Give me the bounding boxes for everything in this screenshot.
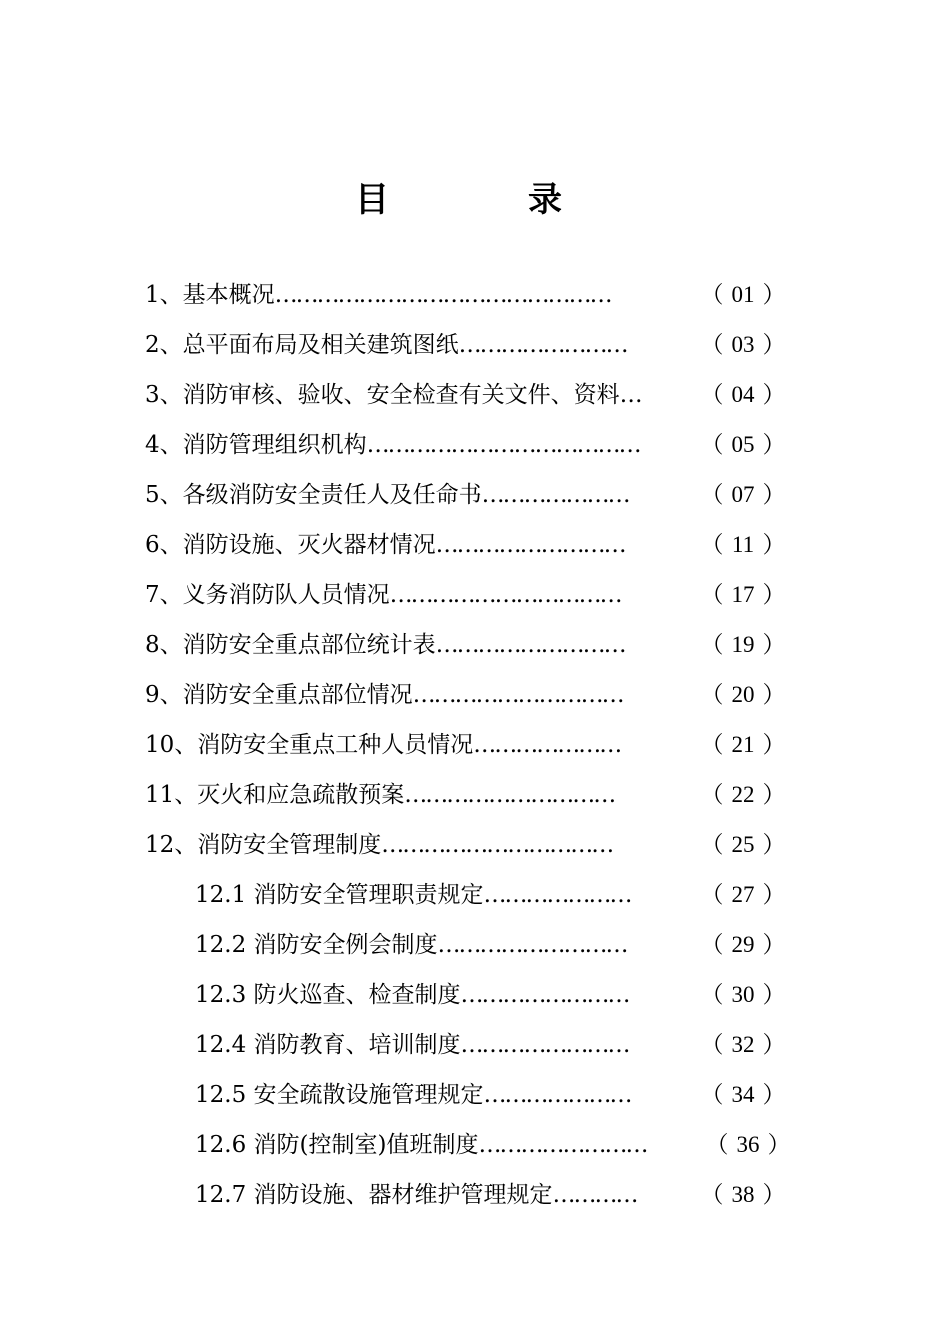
page-number: 21	[731, 732, 755, 757]
toc-leader-dots: ……………………………	[381, 832, 613, 858]
toc-leader-dots: ……………………	[458, 332, 627, 358]
open-paren: （	[700, 682, 724, 707]
toc-page-ref	[700, 470, 786, 520]
page-number: 34	[731, 1082, 755, 1107]
toc-entry-label: 12.1 消防安全管理职责规定	[195, 882, 484, 908]
toc-entry	[145, 470, 690, 520]
open-paren: （	[700, 382, 724, 407]
open-paren: （	[700, 332, 724, 357]
page-number: 03	[731, 332, 755, 357]
toc-page-ref	[700, 1170, 786, 1220]
toc-entry-label: 7、义务消防队人员情况	[145, 582, 390, 608]
toc-entry	[195, 1070, 678, 1120]
close-paren: ）	[762, 382, 786, 407]
open-paren: （	[700, 632, 724, 657]
toc-leader-dots: ……………………	[460, 1032, 629, 1058]
page-number: 11	[731, 532, 755, 557]
toc-page-ref	[700, 720, 786, 770]
close-paren: ）	[762, 632, 786, 657]
page-number: 25	[731, 832, 755, 857]
toc-leader-dots: …………………………………………	[274, 282, 611, 308]
toc-page-ref	[700, 770, 786, 820]
close-paren: ）	[762, 1182, 786, 1207]
page-number: 20	[731, 682, 755, 707]
close-paren: ）	[762, 882, 786, 907]
toc-page-ref	[700, 1020, 786, 1070]
toc-page-ref	[700, 420, 786, 470]
open-paren: （	[700, 982, 724, 1007]
toc-entry	[145, 370, 690, 420]
toc-leader-dots: ………………………	[435, 632, 625, 658]
open-paren: （	[705, 1132, 729, 1157]
toc-entry-label: 12.4 消防教育、培训制度	[195, 1032, 461, 1058]
page-number: 30	[731, 982, 755, 1007]
toc-entry-label: 2、总平面布局及相关建筑图纸	[145, 332, 459, 358]
toc-leader-dots: …………	[552, 1182, 637, 1208]
toc-entry	[195, 1020, 678, 1070]
open-paren: （	[700, 732, 724, 757]
close-paren: ）	[762, 432, 786, 457]
close-paren: ）	[762, 582, 786, 607]
toc-entry	[195, 920, 678, 970]
open-paren: （	[700, 1032, 724, 1057]
toc-page-ref	[700, 570, 786, 620]
page-number: 04	[731, 382, 755, 407]
toc-entry-label: 6、消防设施、灭火器材情况	[145, 532, 436, 558]
page-number: 01	[731, 282, 755, 307]
toc-entry-label: 9、消防安全重点部位情况	[145, 682, 413, 708]
toc-entry	[195, 870, 678, 920]
toc-entry-label: 12、消防安全管理制度	[145, 832, 382, 858]
toc-page-ref	[700, 520, 786, 570]
toc-leader-dots: ……………………………	[389, 582, 621, 608]
toc-entry-label: 5、各级消防安全责任人及任命书	[145, 482, 482, 508]
toc-leader-dots: ………………………	[437, 932, 627, 958]
page-number: 07	[731, 482, 755, 507]
open-paren: （	[700, 1182, 724, 1207]
close-paren: ）	[762, 982, 786, 1007]
toc-entry	[145, 270, 690, 320]
toc-entry-label: 12.3 防火巡查、检查制度	[195, 982, 461, 1008]
toc-entry	[145, 770, 678, 820]
toc-entry-label: 1、基本概况	[145, 282, 275, 308]
close-paren: ）	[762, 482, 786, 507]
toc-page-ref	[700, 370, 786, 420]
open-paren: （	[700, 832, 724, 857]
toc-leader-dots: ……………………	[460, 982, 629, 1008]
close-paren: ）	[762, 782, 786, 807]
close-paren: ）	[762, 732, 786, 757]
toc-page-ref	[700, 670, 786, 720]
toc-entry-label: 12.6 消防(控制室)值班制度	[195, 1132, 479, 1158]
toc-leader-dots: ……………………	[478, 1132, 647, 1158]
close-paren: ）	[762, 1082, 786, 1107]
toc-entry-label: 3、消防审核、验收、安全检查有关文件、资料	[145, 382, 620, 408]
close-paren: ）	[762, 282, 786, 307]
toc-entry	[145, 720, 678, 770]
toc-entry-label: 11、灭火和应急疏散预案	[145, 782, 405, 808]
toc-entry	[145, 420, 690, 470]
toc-page-ref	[700, 870, 786, 920]
toc-entry	[145, 320, 690, 370]
toc-entry	[145, 820, 678, 870]
toc-entry	[145, 570, 690, 620]
open-paren: （	[700, 282, 724, 307]
toc-entry-label: 10、消防安全重点工种人员情况	[145, 732, 474, 758]
toc-entry	[145, 620, 690, 670]
toc-entry	[145, 520, 690, 570]
toc-entry-label: 8、消防安全重点部位统计表	[145, 632, 436, 658]
close-paren: ）	[762, 1032, 786, 1057]
open-paren: （	[700, 532, 724, 557]
open-paren: （	[700, 932, 724, 957]
toc-leader-dots: …………………	[483, 882, 631, 908]
toc-leader-dots: …………………………………	[366, 432, 640, 458]
open-paren: （	[700, 882, 724, 907]
toc-page-ref	[700, 620, 786, 670]
toc-leader-dots: …………………………	[404, 782, 615, 808]
toc-leader-dots: …………………	[473, 732, 621, 758]
toc-leader-dots: …………………	[483, 1082, 631, 1108]
page-number: 38	[731, 1182, 755, 1207]
toc-page-ref	[700, 320, 786, 370]
page-number: 27	[731, 882, 755, 907]
open-paren: （	[700, 582, 724, 607]
toc-entry-label: 12.5 安全疏散设施管理规定	[195, 1082, 484, 1108]
close-paren: ）	[762, 932, 786, 957]
page-number: 19	[731, 632, 755, 657]
close-paren: ）	[762, 332, 786, 357]
title-char-2: 录	[528, 180, 562, 220]
open-paren: （	[700, 782, 724, 807]
toc-leader-dots: …………………	[481, 482, 629, 508]
title-char-1: 目	[355, 180, 389, 220]
open-paren: （	[700, 432, 724, 457]
toc-page-ref	[700, 920, 786, 970]
page-number: 22	[731, 782, 755, 807]
page-number: 29	[731, 932, 755, 957]
toc-leader-dots: …………………………	[412, 682, 623, 708]
close-paren: ）	[762, 832, 786, 857]
open-paren: （	[700, 482, 724, 507]
toc-page-ref	[700, 820, 786, 870]
toc-page-ref	[700, 1070, 786, 1120]
open-paren: （	[700, 1082, 724, 1107]
toc-entry-label: 12.7 消防设施、器材维护管理规定	[195, 1182, 553, 1208]
page-number: 05	[731, 432, 755, 457]
toc-entry-label: 12.2 消防安全例会制度	[195, 932, 438, 958]
toc-entry-label: 4、消防管理组织机构	[145, 432, 367, 458]
toc-entry	[195, 1120, 692, 1170]
toc-page-ref	[705, 1120, 791, 1170]
toc-entry	[145, 670, 690, 720]
page-number: 36	[736, 1132, 760, 1157]
page-title	[0, 172, 950, 222]
toc-page-ref	[700, 970, 786, 1020]
close-paren: ）	[762, 532, 786, 557]
page-number: 17	[731, 582, 755, 607]
close-paren: ）	[767, 1132, 791, 1157]
page-number: 32	[731, 1032, 755, 1057]
toc-entry	[195, 1170, 678, 1220]
toc-leader-dots: …	[619, 382, 641, 408]
toc-leader-dots: ………………………	[435, 532, 625, 558]
close-paren: ）	[762, 682, 786, 707]
toc-page-ref	[700, 270, 786, 320]
toc-entry	[195, 970, 678, 1020]
